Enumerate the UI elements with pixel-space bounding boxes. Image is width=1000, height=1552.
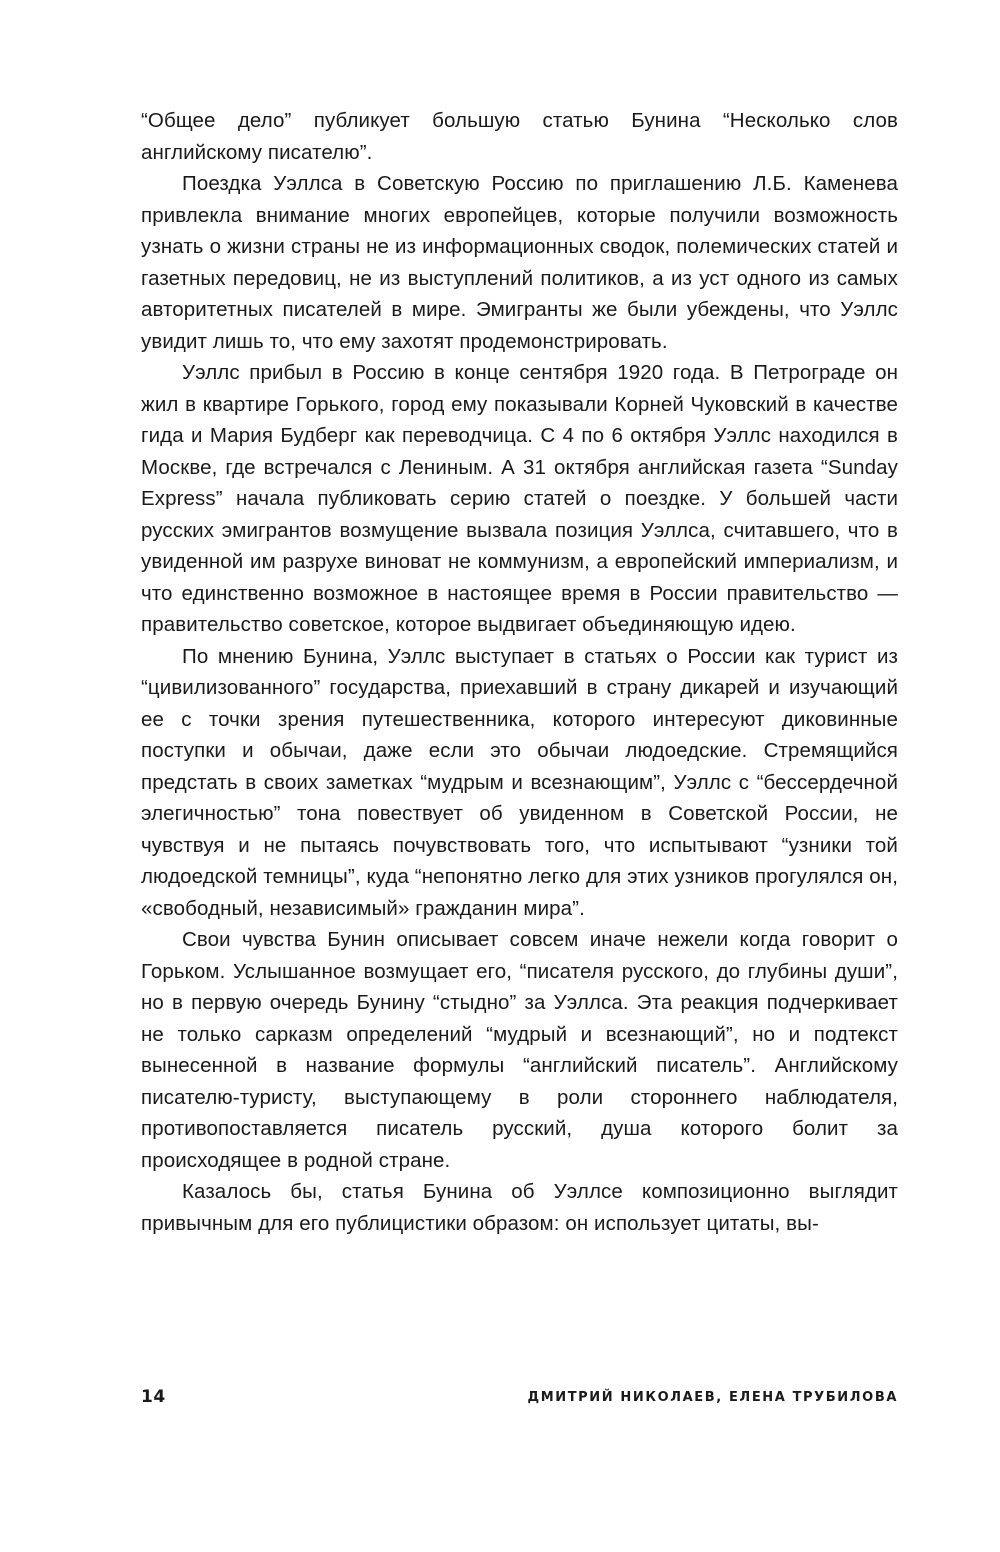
paragraph: Поездка Уэллса в Советскую Россию по приглашению Л.Б. Каменева привлекла внимание многих европейцев, которые получили возможность узнать о жизни страны не из информационных сводок, полемических статей и газетных передовиц, не из выступлений политиков, а из уст одного из самых авторитетных писателей в мире. Эмигранты же были убеждены, что Уэллс увидит лишь то, что ему захотят продемонстрировать.	[141, 172, 898, 353]
paragraph: “Общее дело” публикует большую статью Бунина “Несколько слов английскому писателю”.	[141, 109, 898, 164]
paragraph: Уэллс прибыл в Россию в конце сентября 1920 года. В Петрограде он жил в квартире Горького, город ему показывали Корней Чуковский в качестве гида и Мария Будберг как переводчица. С 4 по 6 октября Уэллс находился в Москве, где встречался с Лениным. А 31 октября английская газета “Sunday Express” начала публиковать серию статей о поездке. У большей части русских эмигрантов возмущение вызвала позиция Уэллса, считавшего, что в увиденной им разрухе виноват не коммунизм, а европейский империализм, и что единственно возможное в настоящее время в России правительство — правительство советское, которое выдвигает объединяющую идею.	[141, 361, 898, 636]
page-number: 14	[141, 1387, 166, 1407]
page-body	[141, 105, 898, 1239]
paragraph: По мнению Бунина, Уэллс выступает в статьях о России как турист из “цивилизованного” государства, приехавший в страну дикарей и изучающий ее с точки зрения путешественника, которого интересуют диковинные поступки и обычаи, даже если это обычаи людоедские. Стремящийся предстать в своих заметках “мудрым и всезнающим”, Уэллс с “бессердечной элегичностью” тона повествует об увиденном в Советской России, не чувствуя и не пытаясь почувствовать того, что испытывают “узники той людоедской темницы”, куда “непонятно легко для этих узников прогулялся он, «свободный, независимый» гражданин мира”.	[141, 644, 898, 920]
paragraph: Казалось бы, статья Бунина об Уэллсе композиционно выглядит привычным для его публицистики образом: он использует цитаты, вы-	[141, 1180, 898, 1235]
running-head-authors: ДМИТРИЙ НИКОЛАЕВ, ЕЛЕНА ТРУБИЛОВА	[527, 1390, 898, 1405]
page-footer	[141, 1387, 898, 1411]
paragraph: Свои чувства Бунин описывает совсем иначе нежели когда говорит о Горьком. Услышанное возмущает его, “писателя русского, до глубины души”, но в первую очередь Бунину “стыдно” за Уэллса. Эта реакция подчеркивает не только сарказм определений “мудрый и всезнающий”, но и подтекст вынесенной в название формулы “английский писатель”. Английскому писателю-туристу, выступающему в роли стороннего наблюдателя, противопоставляется писатель русский, душа которого болит за происходящее в родной стране.	[141, 928, 898, 1172]
